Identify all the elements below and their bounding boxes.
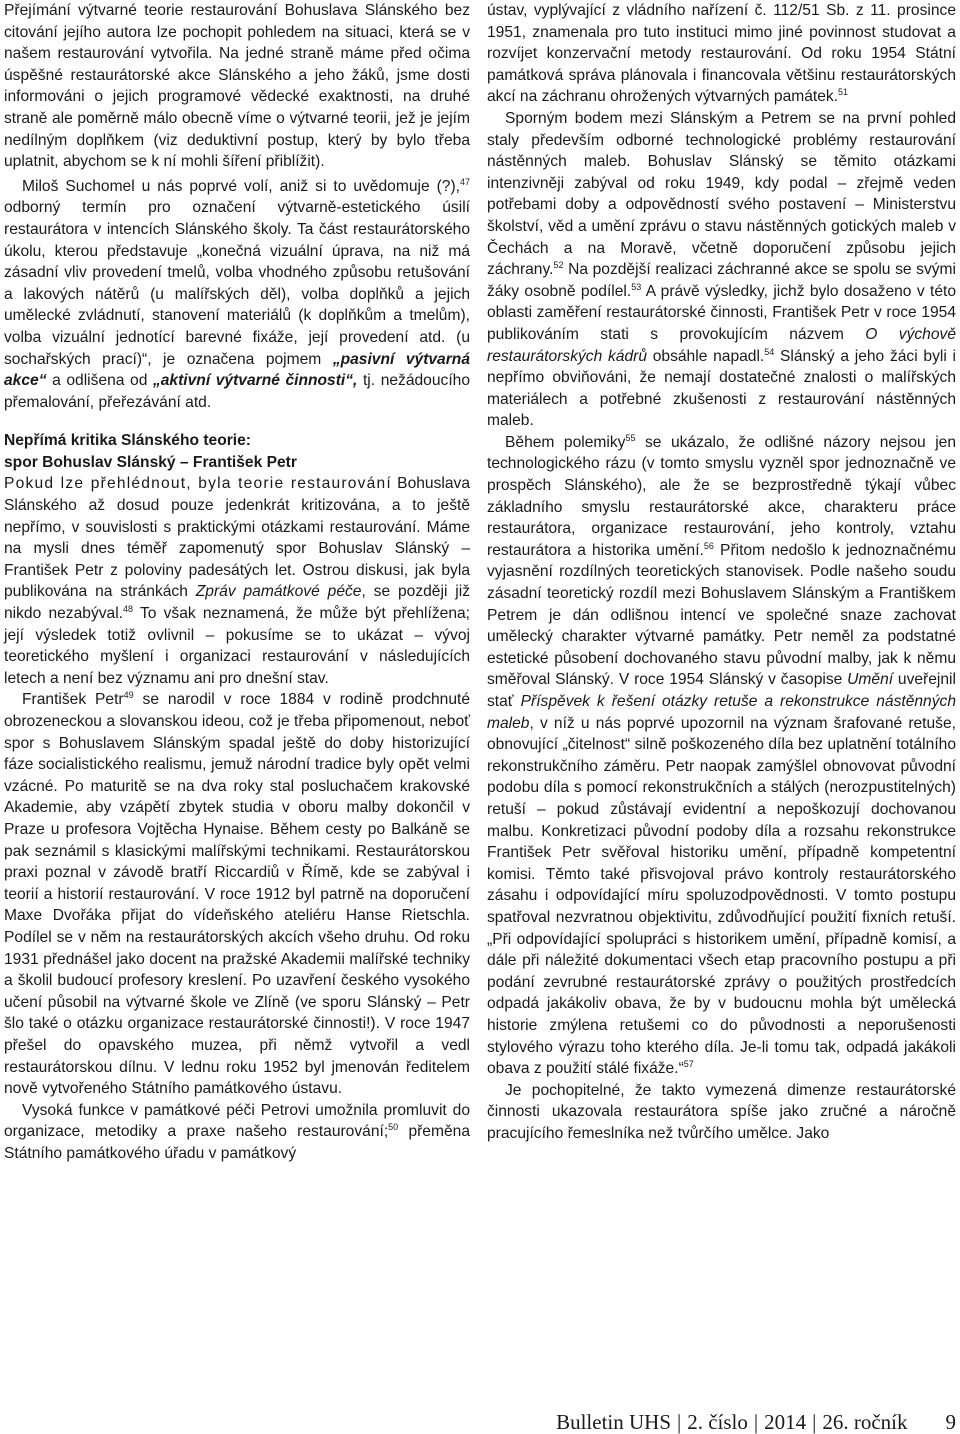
footnote-ref[interactable]: 47 bbox=[459, 176, 470, 187]
footnote-ref[interactable]: 56 bbox=[703, 540, 714, 551]
paragraph: Sporným bodem mezi Slánským a Petrem se na první pohled staly především odborné technologické problémy restaurování nástěnných maleb. Bohuslav Slánský se těmito otázkami intenzivněji zabýval od roku 1949, kdy podal – zřejmě veden potřebami doby a odpovědností svého postavení – Ministerstvu školství, věd a umění zprávu o stavu nástěnných gotických maleb v Čechách a na Moravě, včetně doporučení způsobu jejich záchrany.$^{52}$ Na pozdější realizaci záchranné akce se spolu se svými žáky osobně podílel.$^{53}$ A právě výsledky, jichž bylo dosaženo v této oblasti zaměření restaurátorské činnosti, František Petr v roce 1954 publikováním stati s provokujícím názvem O výchově restaurátorských kádrů obsáhle napadl.$^{54}$ Slánský a jeho žáci byli i nepřímo obviňováni, že nemají dostatečné znalosti o malířských materiálech a potřebné zkušenosti z restaurování nástěnných maleb. bbox=[487, 109, 957, 430]
section-heading: Nepřímá kritika Slánského teorie: spor Bohuslav Slánský – František Petr bbox=[4, 432, 297, 471]
footnote-ref[interactable]: 57 bbox=[683, 1058, 694, 1069]
separator: | bbox=[753, 1410, 759, 1434]
footnote-ref[interactable]: 50 bbox=[388, 1122, 399, 1133]
footnote-ref[interactable]: 55 bbox=[625, 432, 636, 443]
lead-in: Pokud lze přehlédnout, byla teorie restaurování bbox=[4, 475, 392, 493]
page-footer bbox=[556, 1410, 956, 1434]
footnote-ref[interactable]: 53 bbox=[631, 281, 642, 292]
separator: | bbox=[677, 1410, 682, 1434]
article-title: Příspěvek k řešení otázky retuše a rekonstrukce nástěnných maleb bbox=[487, 693, 957, 732]
paragraph: Je pochopitelné, že takto vymezená dimenze restaurátorské činnosti ukazovala restaurátora spíše jako zručné a náročně pracujícího řemeslníka než tvůrčího umělce. Jako bbox=[487, 1081, 956, 1142]
volume: 26. ročník bbox=[822, 1410, 908, 1434]
footnote-ref[interactable]: 51 bbox=[838, 87, 849, 98]
paragraph: Přejímání výtvarné teorie restaurování Bohuslava Slánského bez citování jejího autora lze pochopit pohledem na situaci, která se v našem restaurování vytvořila. Na jedné straně máme před očima úspěšné restaurátorské akce Slánského a jeho žáků, jsme dosti informováni o jejich programové vědecké exaktnosti, na druhé straně ale poměrně málo obecně víme o výtvarné teorii, jež je jejím nedílným doplňkem (viz deduktivní postup, který by bylo třeba uplatnit, abychom se k ní mohli šíření přiblížit). bbox=[4, 2, 470, 171]
year: 2014 bbox=[764, 1410, 807, 1434]
term-passive: „pasivní výtvarná akce“ bbox=[4, 350, 470, 390]
paragraph: Vysoká funkce v památkové péči Petrovi umožnila promluvit do organizace, metodiky a praxe našeho restaurování;$^{50}$ přeměna Státního památkového úřadu v památkový bbox=[4, 1101, 470, 1162]
paragraph: Pokud lze přehlédnout, byla teorie restaurování Bohuslava Slánského až dosud pouze jedenkrát kritizována, a to ještě nepřímo, v souvislosti s praktickými otázkami restaurování. Máme na mysli dnes téměř zapomenutý spor Bohuslav Slánský – František Petr z poloviny padesátých let. Ostrou diskusi, jak byla publikována na stránkách Zpráv památkové péče, se později již nikdo nezabýval.$^{48}$ To však neznamená, že může být přehlížena; její výsledek totiž ovlivnil – pokusíme se to ukázat – vývoj teoretického myšlení i organizaci restaurování v následujících letech a není bez významu ani pro dnešní stav. bbox=[4, 475, 470, 687]
journal-title: Umění bbox=[847, 671, 894, 689]
issue-number: 2. číslo bbox=[687, 1410, 748, 1434]
separator: | bbox=[812, 1410, 817, 1434]
article-title: O výchově restaurátorských kádrů bbox=[487, 325, 956, 365]
paragraph: ústav, vyplývající z vládního nařízení č. 112/51 Sb. z 11. prosince 1951, znamenala pro tuto instituci mimo jiné povinnost studovat a rozvíjet konzervační metody restaurování. Od roku 1954 Státní památková správa plánovala i financovala většinu restaurátorských akcí na záchranu ohrožených výtvarných památek.$^{51}$ bbox=[487, 2, 956, 106]
publication-title: Bulletin UHS bbox=[556, 1410, 672, 1434]
footnote-ref[interactable]: 48 bbox=[123, 603, 134, 614]
paragraph: Během polemiky$^{55}$ se ukázalo, že odlišné názory nejsou jen technologického rázu (v tomto smyslu vyzněl spor jednoznačně ve prospěch Slánského), ale že se bezprostředně týkají vůbec základního smyslu restaurátorské akce, charakteru práce restaurátora, organizace restaurování, jeho kontroly, vztahu restaurátora a historika umění.$^{56}$ Přitom nedošlo k jednoznačnému vyjasnění rozdílných teoretických stanovisek. Podle našeho soudu zásadní teoretický rozdíl mezi Bohuslavem Slánským a Františkem Petrem je dán odlišnou intencí ve společné snaze zachovat umělecký charakter výtvarné památky. Petr neměl za podstatné estetické působení dochovaného stavu původní malby, jak k němu směřoval Slánský. V roce 1954 Slánský v časopise Umění uveřejnil stať Příspěvek k řešení otázky retuše a rekonstrukce nástěnných maleb, v níž u nás poprvé upozornil na význam šrafované retuše, obnovující „čitelnost“ silně poškozeného díla bez uplatnění totálního rekonstrukčního záměru. Petr naopak zamýšlel obnovovat původní podobu díla s pomocí rekonstrukčních a stálých (nerozpustitelných) retuší – pokud zůstávají evidentní a nepoškozují dochovanou malbu. Konkretizaci původní podoby díla a rozsahu rekonstrukce František Petr svěřoval historiku umění, případně kompetentní komisi. Těmto také přisvojoval právo kontroly restaurátorského zásahu i odpovídající míru spoluzodpovědnosti. V tomto postupu spatřoval nezvratnou objektivitu, zdůvodňující použití fixních retuší. „Při odpovídající spolupráci s historikem umění, případně komisí, a dále při náležité dokumentaci všech etap pracovního postupu a při podání zevrubné restaurátorské zprávy o použitých prostředcích odpadá jakákoliv obava, že by v budoucnu mohla být umělecká historie zmýlena retušemi co do původnosti a neporušenosti stylového výrazu toho kterého díla. Je-li tomu tak, odpadá jakákoli obava z použití stálé fixáže.“$^{57}$ bbox=[487, 432, 957, 1078]
term-active: „aktivní výtvarné činnosti“, bbox=[152, 372, 358, 390]
footnote-ref[interactable]: 54 bbox=[764, 346, 775, 357]
paragraph: Miloš Suchomel u nás poprvé volí, aniž si to uvědomuje (?),$^{47}$ odborný termín pro označení výtvarně-estetického úsilí restaurátora v intencích Slánského školy. Ta část restaurátorského úkolu, kterou představuje „konečná vizuální úprava, na niž má zásadní vliv provedení tmelů, volba vhodného způsobu retušování a lakových nátěrů (u malířských děl), volba doplňků a jejich umělecké zvládnutí, stanovení materiálů (k doplňkům a tmelům), volba vizuální jednotící barevné fixáže, její provedení atd. (u sochařských prací)“, je označena pojmem „pasivní výtvarná akce“ a odlišena od „aktivní výtvarné činnosti“, tj. nežádoucího přemalování, přeřezávání atd. bbox=[4, 176, 470, 411]
left-column bbox=[4, 0, 470, 1164]
footnote-ref[interactable]: 52 bbox=[553, 259, 564, 270]
right-column bbox=[487, 0, 956, 1144]
journal-title: Zpráv památkové péče bbox=[195, 583, 362, 601]
footnote-ref[interactable]: 49 bbox=[123, 690, 134, 701]
paragraph: František Petr$^{49}$ se narodil v roce 1884 v rodině prodchnuté obrozeneckou a slovanskou ideou, což je třeba připomenout, neboť spor s Bohuslavem Slánským spadal ještě do doby historizující fáze socialistického realismu, jemuž národní tradice byly opět velmi vzácné. Po maturitě se na dva roky stal posluchačem krakovské Akademie, aby vzápětí zbytek studia v oboru malby dokončil v Praze u profesora Vojtěcha Hynaise. Během cesty po Balkáně se pak seznámil s klasickými malířskými technikami. Restaurátorskou praxi poznal v závodě bratří Riccardiů v Římě, kde se zabýval i teorií a historií restaurování. V roce 1912 byl patrně na doporučení Maxe Dvořáka přijat do vídeňského ateliéru Hanse Rietschla. Podílel se v něm na restaurátorských akcích všeho druhu. Od roku 1931 přednášel jako docent na pražské Akademii malířské techniky a školil budoucí profesory kreslení. Po uzavření českého vysokého učení působil na výtvarné škole ve Zlíně (ve sporu Slánský – Petr šlo také o otázku organizace restaurátorské činnosti!). V roce 1947 přešel do opavského muzea, při němž vytvořil a vedl restaurátorskou dílnu. V lednu roku 1952 byl jmenován ředitelem nově vytvořeného Státního památkového ústavu. bbox=[4, 690, 471, 1098]
page-number: 9 bbox=[945, 1410, 956, 1434]
